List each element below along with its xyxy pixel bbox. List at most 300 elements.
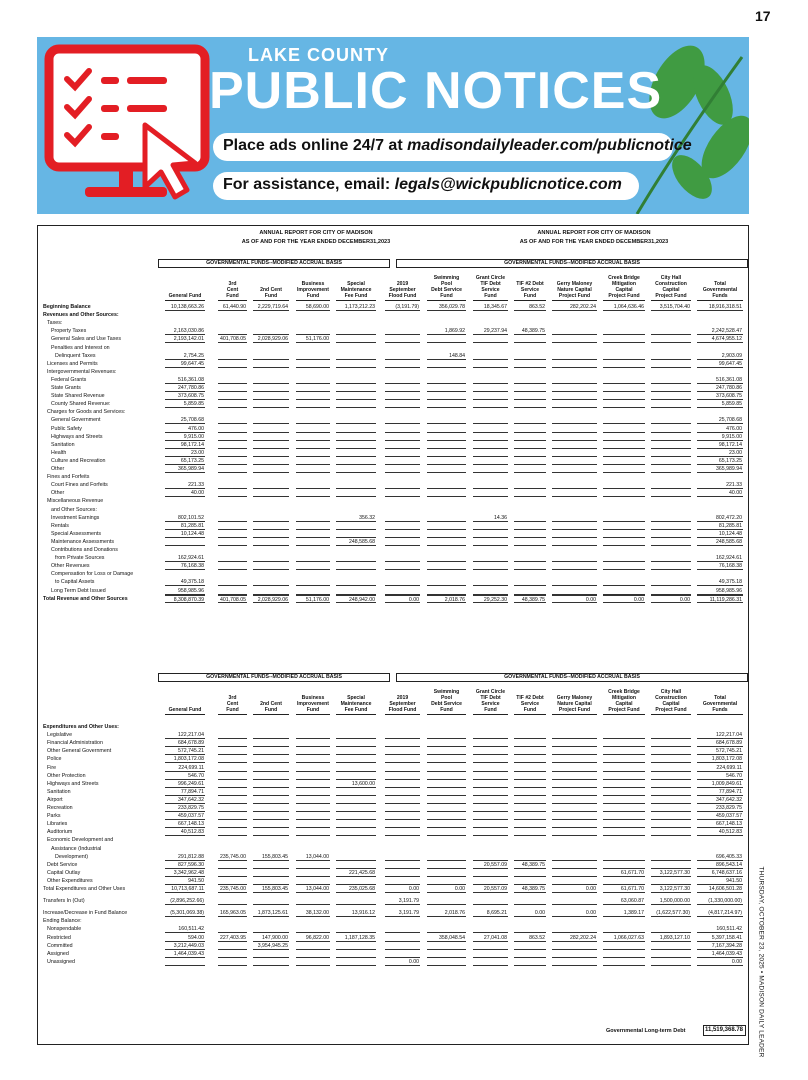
- row-value: [651, 562, 691, 570]
- table-row: [38, 755, 750, 763]
- row-value: 29,237.94: [473, 327, 508, 335]
- row-value: 13,916.12: [336, 909, 376, 917]
- row-value: [253, 416, 289, 424]
- row-value: [651, 416, 691, 424]
- row-value: 365,989.94: [697, 465, 743, 473]
- row-value: [473, 755, 508, 763]
- row-value: 546.70: [165, 772, 205, 780]
- assistance-email[interactable]: legals@wickpublicnotice.com: [394, 176, 622, 193]
- row-value: [473, 562, 508, 570]
- row-value: 2,028,929.06: [253, 335, 289, 343]
- row-value: [651, 538, 691, 546]
- row-label: Property Taxes: [51, 328, 87, 335]
- row-value: 99,647.45: [165, 360, 205, 368]
- table-row: [38, 853, 750, 861]
- row-value: 941.50: [165, 877, 205, 885]
- row-value: [218, 897, 247, 905]
- row-value: 221.33: [697, 481, 743, 489]
- column-header: Business Improvement Fund: [297, 695, 329, 713]
- row-value: [514, 764, 546, 772]
- row-value: [514, 360, 546, 368]
- row-value: [218, 352, 247, 360]
- row-value: [473, 360, 508, 368]
- row-value: 65,173.25: [697, 457, 743, 465]
- row-value: 99,647.45: [697, 360, 743, 368]
- row-value: [514, 514, 546, 522]
- row-value: [514, 335, 546, 343]
- row-value: 3,122,577.30: [651, 869, 691, 877]
- row-value: [603, 739, 645, 747]
- row-value: [603, 587, 645, 595]
- row-value: 18,916,318.51: [697, 303, 743, 311]
- row-value: 3,212,449.03: [165, 942, 205, 950]
- row-value: [296, 780, 330, 788]
- report-title-right-line2: AS OF AND FOR THE YEAR ENDED DECEMBER31,2023: [519, 239, 669, 245]
- row-value: [473, 376, 508, 384]
- row-label: Development): [55, 853, 88, 860]
- row-value: [473, 877, 508, 885]
- row-value: 13,044.00: [296, 885, 330, 893]
- row-value: 1,009,849.61: [697, 780, 743, 788]
- row-value: [385, 465, 420, 473]
- row-value: 0.00: [385, 595, 420, 603]
- row-value: [336, 554, 376, 562]
- row-value: [552, 335, 597, 343]
- row-value: [651, 747, 691, 755]
- row-value: [427, 578, 466, 586]
- row-label: Auditorium: [47, 829, 73, 836]
- row-value: [651, 465, 691, 473]
- row-value: 1,066,027.63: [603, 934, 645, 942]
- row-value: [253, 562, 289, 570]
- row-label: General Sales and Use Taxes: [51, 336, 121, 343]
- row-value: [427, 449, 466, 457]
- row-value: [296, 796, 330, 804]
- row-label: Charges for Goods and Services:: [47, 409, 126, 416]
- column-header: 2019 September Flood Fund: [385, 695, 420, 715]
- row-value: 58,690.00: [296, 303, 330, 311]
- row-value: 594.00: [165, 934, 205, 942]
- row-value: [253, 755, 289, 763]
- row-value: 572,745.21: [165, 747, 205, 755]
- row-value: 896,543.14: [697, 861, 743, 869]
- row-value: 863.52: [514, 303, 546, 311]
- row-value: [473, 788, 508, 796]
- row-value: 13,600.00: [336, 780, 376, 788]
- row-value: [218, 755, 247, 763]
- table-row: [38, 812, 750, 820]
- column-headers-top: [38, 269, 750, 301]
- column-header: 3rd Cent Fund: [218, 281, 247, 301]
- row-value: [552, 897, 597, 905]
- row-value: [385, 764, 420, 772]
- row-value: [253, 425, 289, 433]
- row-label: Health: [51, 449, 67, 456]
- row-value: 155,803.45: [253, 853, 289, 861]
- row-value: 235,745.00: [218, 853, 247, 861]
- row-value: [385, 335, 420, 343]
- row-value: [296, 327, 330, 335]
- row-value: 27,041.08: [473, 934, 508, 942]
- row-value: 941.50: [697, 877, 743, 885]
- row-value: 2,018.76: [427, 909, 466, 917]
- row-value: [336, 942, 376, 950]
- row-value: [218, 578, 247, 586]
- column-header: Special Maintenance Fee Fund: [336, 695, 376, 715]
- table-row: [38, 311, 750, 319]
- row-value: [651, 489, 691, 497]
- row-value: [385, 554, 420, 562]
- table-row: [38, 327, 750, 335]
- column-header: 2nd Cent Fund: [253, 287, 289, 301]
- row-value: [253, 578, 289, 586]
- row-value: [651, 360, 691, 368]
- row-value: 48,389.75: [514, 861, 546, 869]
- row-value: [218, 820, 247, 828]
- column-header: General Fund: [165, 707, 205, 715]
- row-value: [296, 764, 330, 772]
- ads-online-line: [213, 133, 692, 161]
- row-value: [296, 530, 330, 538]
- row-value: [427, 522, 466, 530]
- row-value: [651, 861, 691, 869]
- row-value: [552, 587, 597, 595]
- row-value: [336, 950, 376, 958]
- row-value: 5,397,158.41: [697, 934, 743, 942]
- table-row: [38, 441, 750, 449]
- row-value: [514, 416, 546, 424]
- row-value: [514, 392, 546, 400]
- annual-report-table: [37, 225, 749, 1045]
- row-value: [253, 538, 289, 546]
- table-row: [38, 538, 750, 546]
- row-value: [552, 327, 597, 335]
- column-header: City Hall Construction Capital Project Fund: [651, 689, 691, 715]
- row-value: 476.00: [165, 425, 205, 433]
- row-value: [651, 853, 691, 861]
- row-label: Special Assessments: [51, 530, 102, 537]
- row-value: [603, 489, 645, 497]
- row-value: [336, 764, 376, 772]
- side-dateline-text: THURSDAY, OCTOBER 23, 2025 • MADISON DAILY LEADER: [757, 866, 765, 1058]
- column-header: Grant Circle TIF Debt Service Fund: [473, 275, 508, 301]
- row-value: [336, 925, 376, 933]
- row-value: 347,642.32: [165, 796, 205, 804]
- row-value: [385, 739, 420, 747]
- row-value: [473, 739, 508, 747]
- row-label: Airport: [47, 796, 63, 803]
- column-header: 2nd Cent Fund: [253, 701, 289, 715]
- row-value: [473, 942, 508, 950]
- row-value: [603, 335, 645, 343]
- row-value: 2,193,142.01: [165, 335, 205, 343]
- row-label: Transfers In (Out): [43, 898, 85, 905]
- report-title-left: [196, 229, 436, 247]
- row-value: [552, 441, 597, 449]
- row-value: [385, 514, 420, 522]
- row-value: [336, 530, 376, 538]
- row-value: [385, 934, 420, 942]
- row-value: 373,608.75: [697, 392, 743, 400]
- row-value: [603, 530, 645, 538]
- row-value: [336, 489, 376, 497]
- row-value: 802,472.20: [697, 514, 743, 522]
- row-value: 40.00: [165, 489, 205, 497]
- row-value: [336, 958, 376, 966]
- row-value: [296, 869, 330, 877]
- row-value: [651, 828, 691, 836]
- row-value: [427, 958, 466, 966]
- row-value: [552, 942, 597, 950]
- row-value: [552, 788, 597, 796]
- row-value: 1,064,636.46: [603, 303, 645, 311]
- column-headers-bottom: [38, 683, 750, 715]
- row-value: [218, 747, 247, 755]
- row-value: [514, 804, 546, 812]
- table-row: [38, 425, 750, 433]
- row-value: [385, 538, 420, 546]
- row-value: [473, 530, 508, 538]
- row-value: [253, 747, 289, 755]
- row-label: Maintenance Assessments: [51, 538, 115, 545]
- row-value: 9,915.00: [697, 433, 743, 441]
- column-header: General Fund: [165, 293, 205, 301]
- row-label: Contributions and Donations: [51, 547, 118, 553]
- row-value: [385, 384, 420, 392]
- row-value: [552, 869, 597, 877]
- row-value: [514, 587, 546, 595]
- row-value: [427, 335, 466, 343]
- row-value: [336, 425, 376, 433]
- row-value: 81,285.81: [697, 522, 743, 530]
- row-value: 63,060.87: [603, 897, 645, 905]
- row-value: 2,903.09: [697, 352, 743, 360]
- row-value: [427, 812, 466, 820]
- row-value: 162,924.61: [697, 554, 743, 562]
- row-value: [514, 796, 546, 804]
- row-value: [336, 731, 376, 739]
- row-value: [603, 554, 645, 562]
- row-value: [296, 392, 330, 400]
- table-row: [38, 530, 750, 538]
- row-value: [651, 514, 691, 522]
- row-value: [218, 481, 247, 489]
- row-value: 65,173.25: [165, 457, 205, 465]
- row-value: [473, 897, 508, 905]
- row-value: 2,028,929.06: [253, 595, 289, 603]
- row-label: Other: [51, 466, 65, 472]
- row-value: [253, 861, 289, 869]
- row-value: [218, 788, 247, 796]
- row-value: 373,608.75: [165, 392, 205, 400]
- row-value: [552, 731, 597, 739]
- row-value: 459,037.57: [165, 812, 205, 820]
- row-value: [253, 958, 289, 966]
- row-value: [253, 489, 289, 497]
- row-value: [603, 465, 645, 473]
- row-value: [603, 522, 645, 530]
- row-label: Debt Service: [47, 861, 78, 868]
- row-value: (4,817,214.97): [697, 909, 743, 917]
- row-value: [336, 327, 376, 335]
- row-value: [603, 812, 645, 820]
- row-value: 38,132.00: [296, 909, 330, 917]
- row-value: (2,896,252.66): [165, 897, 205, 905]
- row-value: [427, 425, 466, 433]
- row-label: County Shared Revenue:: [51, 401, 111, 408]
- row-value: 802,101.52: [165, 514, 205, 522]
- row-value: [603, 942, 645, 950]
- row-value: 98,172.14: [165, 441, 205, 449]
- row-value: [427, 869, 466, 877]
- table-row: [38, 457, 750, 465]
- row-value: [253, 514, 289, 522]
- row-value: [218, 877, 247, 885]
- row-value: [336, 853, 376, 861]
- row-value: [552, 522, 597, 530]
- row-value: [385, 352, 420, 360]
- row-label: Intergovernmental Revenues:: [47, 368, 117, 375]
- row-value: [218, 360, 247, 368]
- row-value: 61,671.70: [603, 885, 645, 893]
- table-row: [38, 392, 750, 400]
- table-row: [38, 869, 750, 877]
- row-value: [296, 465, 330, 473]
- row-value: [218, 327, 247, 335]
- row-value: 356.32: [336, 514, 376, 522]
- row-value: [552, 449, 597, 457]
- row-value: 958,985.96: [697, 587, 743, 595]
- row-value: [336, 772, 376, 780]
- row-value: [427, 433, 466, 441]
- row-value: [603, 562, 645, 570]
- row-label: Miscellaneous Revenue: [47, 498, 104, 505]
- row-label: Delinquent Taxes: [55, 352, 96, 359]
- row-value: [218, 392, 247, 400]
- row-value: [514, 457, 546, 465]
- row-value: 282,202.24: [552, 934, 597, 942]
- row-value: [385, 489, 420, 497]
- row-value: [552, 950, 597, 958]
- row-value: [603, 828, 645, 836]
- row-value: [651, 877, 691, 885]
- row-value: [385, 457, 420, 465]
- row-value: [651, 755, 691, 763]
- row-value: [514, 877, 546, 885]
- row-value: 0.00: [552, 595, 597, 603]
- row-value: 23.00: [165, 449, 205, 457]
- row-value: [165, 958, 205, 966]
- row-value: [603, 764, 645, 772]
- column-header: Total Governmental Funds: [697, 281, 743, 301]
- row-value: [473, 554, 508, 562]
- row-value: [427, 489, 466, 497]
- row-value: [427, 554, 466, 562]
- row-value: [253, 764, 289, 772]
- row-value: [218, 828, 247, 836]
- row-label: Assistance (Industrial: [51, 845, 102, 852]
- row-label: Investment Earnings: [51, 514, 100, 521]
- table-row: [38, 845, 750, 853]
- row-value: [253, 731, 289, 739]
- row-value: 291,812.88: [165, 853, 205, 861]
- row-value: 147,900.00: [253, 934, 289, 942]
- table-row: [38, 747, 750, 755]
- row-value: [427, 587, 466, 595]
- row-label: Nonspendable: [47, 926, 82, 933]
- row-value: [552, 376, 597, 384]
- row-value: [253, 812, 289, 820]
- column-header: Grant Circle TIF Debt Service Fund: [473, 689, 508, 715]
- row-value: [603, 481, 645, 489]
- row-value: [296, 489, 330, 497]
- row-value: [253, 869, 289, 877]
- table-row: [38, 897, 750, 905]
- row-value: [514, 441, 546, 449]
- row-value: 0.00: [385, 885, 420, 893]
- row-value: [552, 925, 597, 933]
- row-label: to Capital Assets: [55, 579, 95, 586]
- row-value: [514, 400, 546, 408]
- row-value: 3,954,945.25: [253, 942, 289, 950]
- row-value: [427, 897, 466, 905]
- row-value: [385, 481, 420, 489]
- row-value: [603, 416, 645, 424]
- row-value: 248,585.68: [697, 538, 743, 546]
- report-title-left-line1: ANNUAL REPORT FOR CITY OF MADISON: [259, 230, 373, 236]
- row-value: [218, 925, 247, 933]
- row-value: [427, 481, 466, 489]
- row-value: [385, 425, 420, 433]
- row-value: 81,285.81: [165, 522, 205, 530]
- row-value: [296, 587, 330, 595]
- row-value: [603, 731, 645, 739]
- row-value: [218, 950, 247, 958]
- row-value: [253, 522, 289, 530]
- column-header: Gerry Maloney Nature Capital Project Fund: [552, 281, 597, 301]
- row-label: State Grants: [51, 385, 81, 391]
- row-value: [473, 796, 508, 804]
- row-label: State Shared Revenue: [51, 393, 105, 400]
- row-value: 356,029.78: [427, 303, 466, 311]
- row-value: [514, 489, 546, 497]
- row-value: 40,512.83: [165, 828, 205, 836]
- row-value: 1,803,172.08: [165, 755, 205, 763]
- row-value: 3,191.79: [385, 897, 420, 905]
- row-value: [603, 578, 645, 586]
- row-label: Financial Administration: [47, 740, 103, 747]
- row-value: 459,037.57: [697, 812, 743, 820]
- row-value: [218, 942, 247, 950]
- row-value: [552, 804, 597, 812]
- column-header: Business Improvement Fund: [297, 281, 329, 299]
- row-value: [427, 392, 466, 400]
- table-row: [38, 368, 750, 376]
- row-value: [473, 950, 508, 958]
- row-value: [552, 554, 597, 562]
- table-row: [38, 764, 750, 772]
- row-value: [552, 772, 597, 780]
- row-value: [296, 788, 330, 796]
- row-value: [253, 739, 289, 747]
- public-notice-url[interactable]: madisondailyleader.com/publicnotice: [407, 137, 692, 154]
- row-value: [385, 587, 420, 595]
- column-header: Gerry Maloney Nature Capital Project Fund: [552, 695, 597, 715]
- public-notices-banner: [37, 37, 749, 214]
- row-value: [427, 530, 466, 538]
- row-value: [336, 481, 376, 489]
- row-label: from Private Sources: [55, 555, 105, 562]
